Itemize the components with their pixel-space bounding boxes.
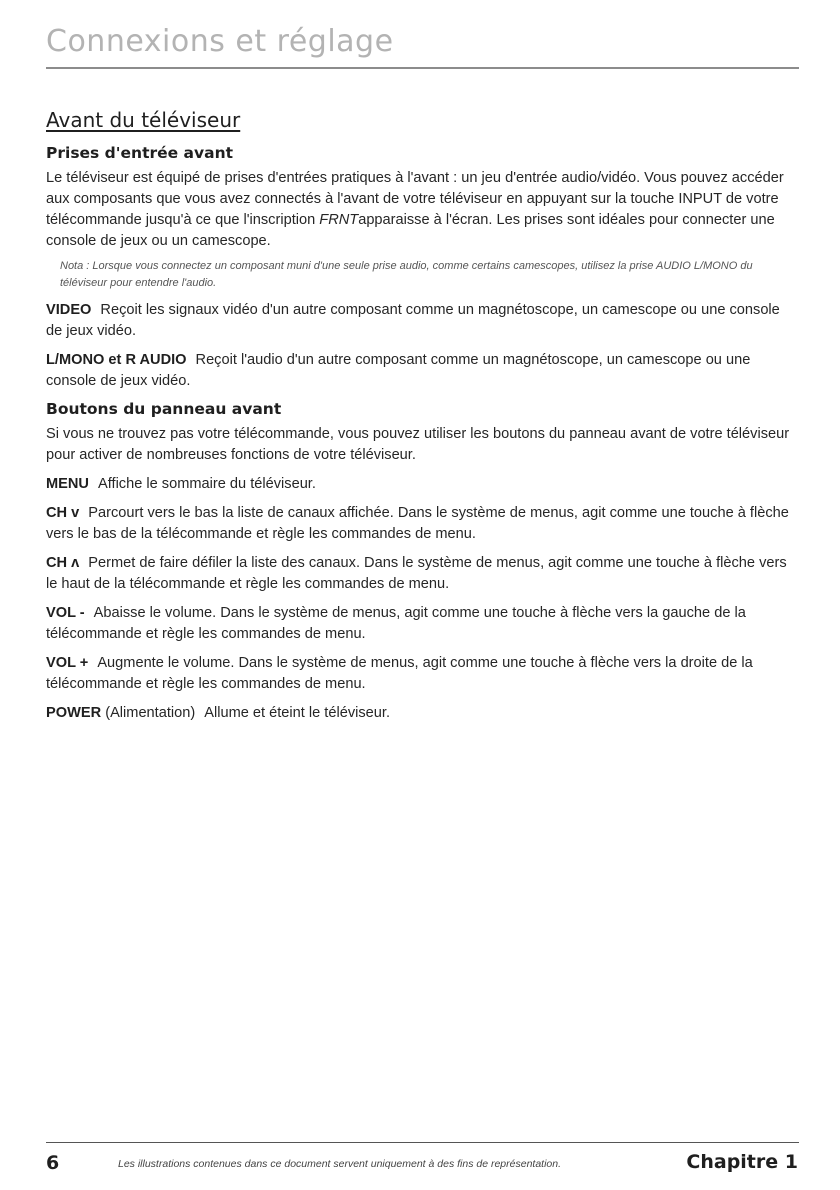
term-vol-up: VOL + xyxy=(46,655,89,671)
front-inputs-intro xyxy=(46,168,798,252)
front-inputs-intro-part2: apparaisse à l'écran. Les prises sont idéales pour connecter une console de jeux ou un camescope. xyxy=(46,212,775,249)
definition-ch-down xyxy=(46,503,798,545)
definition-ch-up xyxy=(46,553,798,595)
definition-audio xyxy=(46,350,798,392)
term-power: POWER xyxy=(46,705,102,721)
definition-text: Affiche le sommaire du téléviseur. xyxy=(97,476,316,492)
section-heading: Avant du téléviseur xyxy=(46,108,241,132)
front-panel-heading: Boutons du panneau avant xyxy=(46,400,282,418)
term-power-suffix: (Alimentation) xyxy=(105,705,196,721)
term-vol-down: VOL - xyxy=(46,605,85,621)
definition-text: Permet de faire défiler la liste des canaux. Dans le système de menus, agit comme une touche à flèche vers le haut de la télécommande et règle les commandes de menu. xyxy=(46,555,787,592)
term-ch-up: CH ʌ xyxy=(46,555,80,571)
front-panel-intro: Si vous ne trouvez pas votre télécommande, vous pouvez utiliser les boutons du panneau avant de votre téléviseur pour activer de nombreuses fonctions de votre téléviseur. xyxy=(46,426,790,463)
term-ch-down: CH v xyxy=(46,505,80,521)
front-inputs-heading: Prises d'entrée avant xyxy=(46,144,234,162)
definition-text: Reçoit les signaux vidéo d'un autre composant comme un magnétoscope, un camescope ou une console de jeux vidéo. xyxy=(46,302,780,339)
definition-text: Abaisse le volume. Dans le système de menus, agit comme une touche à flèche vers la gauche de la télécommande et règle les commandes de menu. xyxy=(46,605,746,642)
term-video: VIDEO xyxy=(46,302,92,318)
definition-text: Parcourt vers le bas la liste de canaux affichée. Dans le système de menus, agit comme une touche à flèche vers le bas de la télécommande et règle les commandes de menu. xyxy=(46,505,789,542)
chapter-label: Chapitre 1 xyxy=(686,1151,798,1173)
definition-vol-down xyxy=(46,603,798,645)
definition-menu xyxy=(46,474,798,495)
page-content xyxy=(46,144,798,732)
definition-power xyxy=(46,703,798,724)
definition-text: Augmente le volume. Dans le système de menus, agit comme une touche à flèche vers la droite de la télécommande et règle les commandes de menu. xyxy=(46,655,753,692)
page-number: 6 xyxy=(46,1152,60,1174)
term-menu: MENU xyxy=(46,476,89,492)
front-inputs-note: Nota : Lorsque vous connectez un composant muni d'une seule prise audio, comme certains camescopes, utilisez la prise AUDIO L/MONO du téléviseur pour entendre l'audio. xyxy=(60,260,753,289)
page-title: Connexions et réglage xyxy=(46,24,394,59)
term-audio: L/MONO et R AUDIO xyxy=(46,352,187,368)
definition-video xyxy=(46,300,798,342)
footer-divider xyxy=(46,1142,799,1143)
definition-text: Allume et éteint le téléviseur. xyxy=(204,705,390,721)
definition-vol-up xyxy=(46,653,798,695)
front-inputs-intro-part1: Le téléviseur est équipé de prises d'entrées pratiques à l'avant : un jeu d'entrée audio/vidéo. Vous pouvez accéder aux composants que vous avez connectés à l'avant de votre téléviseur en appuyant sur la touche INPUT de votre télécommande jusqu'à ce que l'inscription xyxy=(46,170,784,228)
title-divider xyxy=(46,67,799,69)
footer-disclaimer: Les illustrations contenues dans ce document servent uniquement à des fins de représentation. xyxy=(118,1158,562,1170)
definition-text: Reçoit l'audio d'un autre composant comme un magnétoscope, un camescope ou une console de jeux vidéo. xyxy=(46,352,751,389)
front-inputs-intro-emphasis: FRNT xyxy=(319,212,359,228)
